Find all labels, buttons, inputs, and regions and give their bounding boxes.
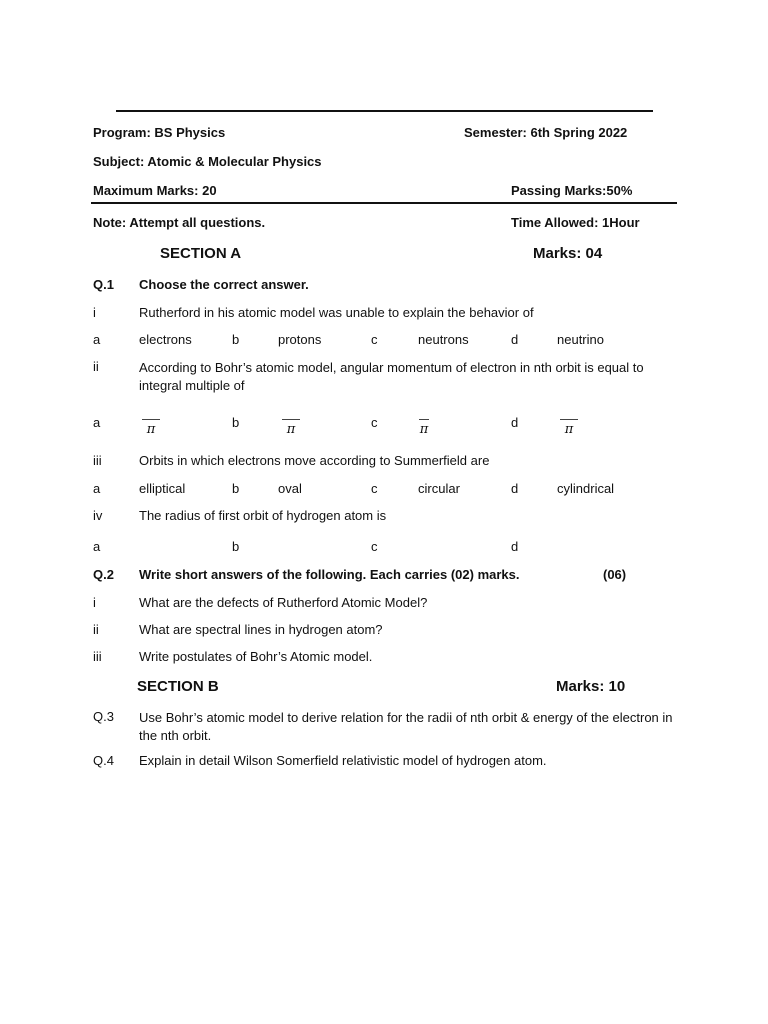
top-rule xyxy=(116,110,653,112)
option-letter: b xyxy=(232,332,240,347)
q2-i-roman: i xyxy=(93,595,96,610)
option-letter: c xyxy=(371,481,378,496)
option-text: oval xyxy=(278,481,302,496)
subject-label: Subject: Atomic & Molecular Physics xyxy=(93,154,322,169)
option-letter: d xyxy=(511,539,519,554)
option-letter: d xyxy=(511,332,519,347)
option-text: neutrino xyxy=(557,332,604,347)
q2-ii-text: What are spectral lines in hydrogen atom? xyxy=(139,622,383,637)
note-label: Note: Attempt all questions. xyxy=(93,215,266,230)
q2-iii-roman: iii xyxy=(93,649,102,664)
q1-i-text: Rutherford in his atomic model was unable to explain the behavior of xyxy=(139,305,534,320)
q1-iii-text: Orbits in which electrons move according to Summerfield are xyxy=(139,453,490,468)
q2-text: Write short answers of the following. Each carries (02) marks. xyxy=(139,567,520,582)
option-letter: d xyxy=(511,481,519,496)
fraction-bar xyxy=(419,419,429,420)
option-text: circular xyxy=(418,481,460,496)
q2-ii-roman: ii xyxy=(93,622,99,637)
passing-marks-label: Passing Marks:50% xyxy=(511,183,633,198)
q1-i-roman: i xyxy=(93,305,96,320)
q4-text: Explain in detail Wilson Somerfield relativistic model of hydrogen atom. xyxy=(139,753,547,768)
q1-iv-roman: iv xyxy=(93,508,103,523)
option-text: electrons xyxy=(139,332,192,347)
q3-number: Q.3 xyxy=(93,709,114,724)
section-b-title: SECTION B xyxy=(137,678,219,695)
fraction-option-a xyxy=(140,419,162,437)
q2-number: Q.2 xyxy=(93,567,114,582)
option-text: protons xyxy=(278,332,322,347)
q1-ii-roman: ii xyxy=(93,359,99,374)
pi-denominator: π xyxy=(146,422,156,437)
option-letter: c xyxy=(371,415,378,430)
option-text: elliptical xyxy=(139,481,186,496)
pi-denominator: π xyxy=(564,422,574,437)
q4-number: Q.4 xyxy=(93,753,114,768)
q1-iv-text: The radius of first orbit of hydrogen atom is xyxy=(139,508,387,523)
option-letter: b xyxy=(232,415,240,430)
q2-marks: (06) xyxy=(603,567,627,582)
q2-iii-text: Write postulates of Bohr’s Atomic model. xyxy=(139,649,373,664)
option-letter: a xyxy=(93,415,101,430)
section-b-marks: Marks: 10 xyxy=(556,678,626,695)
fraction-bar xyxy=(282,419,300,420)
option-text: neutrons xyxy=(418,332,469,347)
max-marks-label: Maximum Marks: 20 xyxy=(93,183,217,198)
fraction-option-c xyxy=(414,419,434,437)
fraction-option-b xyxy=(280,419,302,437)
time-allowed-label: Time Allowed: 1Hour xyxy=(511,215,640,230)
header-divider xyxy=(91,202,677,204)
q1-number: Q.1 xyxy=(93,277,114,292)
option-letter: b xyxy=(232,539,240,554)
program-label: Program: BS Physics xyxy=(93,125,226,140)
fraction-option-d xyxy=(558,419,580,437)
option-letter: c xyxy=(371,539,378,554)
option-letter: c xyxy=(371,332,378,347)
q3-text: Use Bohr’s atomic model to derive relation for the radii of nth orbit & energy of the electron in the nth orbit. xyxy=(139,710,673,743)
q1-ii-text: According to Bohr’s atomic model, angular momentum of electron in nth orbit is equal to integral multiple of xyxy=(139,360,644,393)
option-text: cylindrical xyxy=(557,481,615,496)
fraction-bar xyxy=(142,419,160,420)
q2-i-text: What are the defects of Rutherford Atomic Model? xyxy=(139,595,428,610)
q1-text: Choose the correct answer. xyxy=(139,277,309,292)
section-a-title: SECTION A xyxy=(160,245,242,262)
fraction-bar xyxy=(560,419,578,420)
semester-label: Semester: 6th Spring 2022 xyxy=(464,125,628,140)
option-letter: b xyxy=(232,481,240,496)
q1-iii-roman: iii xyxy=(93,453,102,468)
pi-denominator: π xyxy=(419,422,429,437)
section-a-marks: Marks: 04 xyxy=(533,245,603,262)
option-letter: d xyxy=(511,415,519,430)
option-letter: a xyxy=(93,481,101,496)
option-letter: a xyxy=(93,539,101,554)
option-letter: a xyxy=(93,332,101,347)
pi-denominator: π xyxy=(286,422,296,437)
